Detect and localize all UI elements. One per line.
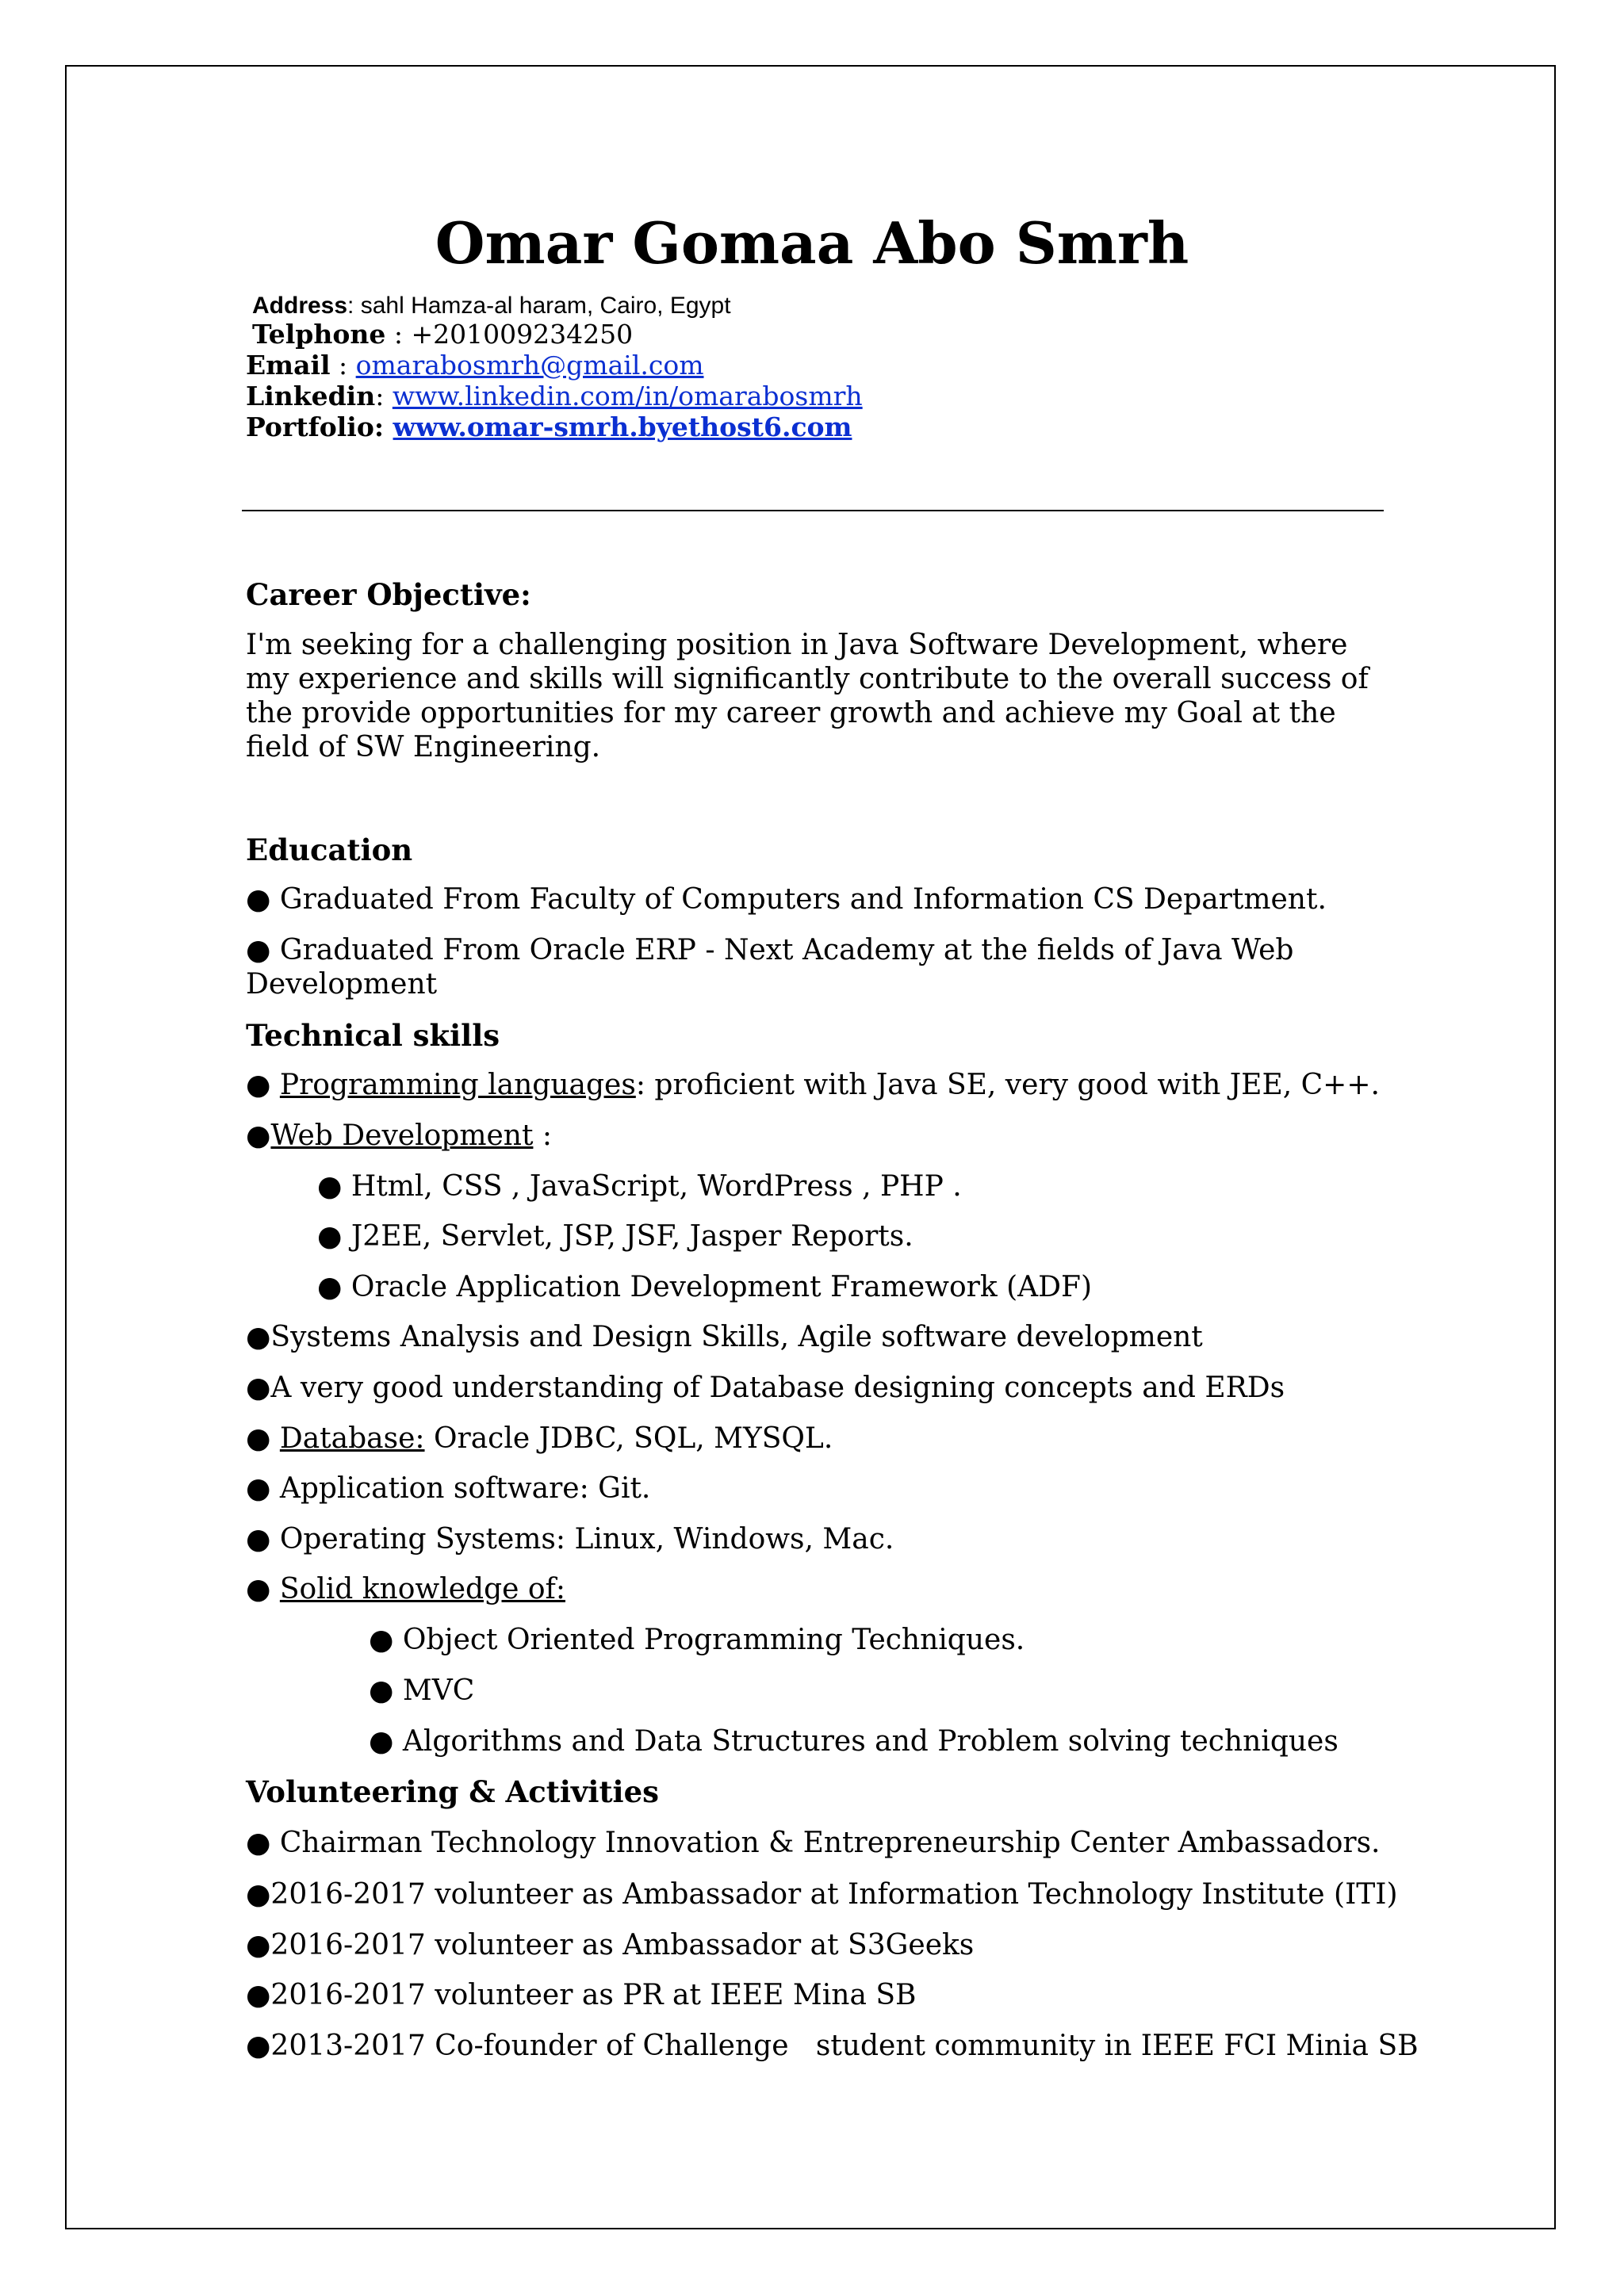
bullet: ● xyxy=(246,1069,280,1101)
skill-database-design: ●A very good understanding of Database designing concepts and ERDs xyxy=(246,1372,1285,1404)
bullet: ● xyxy=(246,1573,280,1605)
candidate-name: Omar Gomaa Abo Smrh xyxy=(435,209,1189,277)
portfolio-label: Portfolio: xyxy=(246,411,393,442)
volunteering-heading: Volunteering & Activities xyxy=(246,1774,659,1809)
bullet: ● xyxy=(246,1119,271,1152)
web-dev-item: ● Oracle Application Development Framework (ADF) xyxy=(317,1271,1093,1303)
solid-knowledge-item: ● Object Oriented Programming Techniques. xyxy=(369,1624,1025,1656)
skill-label: Programming languages xyxy=(279,1069,636,1101)
education-item-continued: Development xyxy=(246,968,438,1001)
address-label: Address xyxy=(252,293,348,319)
skill-application-software: ● Application software: Git. xyxy=(246,1472,651,1505)
portfolio-link[interactable]: www.omar-smrh.byethost6.com xyxy=(393,411,852,442)
skill-text: : proficient with Java SE, very good with JEE, C++. xyxy=(635,1069,1380,1101)
volunteering-item: ●2016-2017 volunteer as Ambassador at Information Technology Institute (ITI) xyxy=(246,1878,1398,1911)
linkedin-label: Linkedin xyxy=(246,381,376,411)
email-separator: : xyxy=(330,350,356,381)
skill-solid-knowledge xyxy=(246,1572,565,1607)
phone-value: : +201009234250 xyxy=(385,319,634,350)
bullet: ● xyxy=(246,1422,280,1455)
address-value: : sahl Hamza-al haram, Cairo, Egypt xyxy=(347,293,731,319)
skill-systems-analysis: ●Systems Analysis and Design Skills, Agile software development xyxy=(246,1321,1203,1353)
volunteering-item: ● Chairman Technology Innovation & Entrepreneurship Center Ambassadors. xyxy=(246,1827,1381,1859)
web-dev-item: ● J2EE, Servlet, JSP, JSF, Jasper Reports. xyxy=(317,1220,914,1253)
skill-database xyxy=(246,1422,833,1456)
linkedin-link[interactable]: www.linkedin.com/in/omarabosmrh xyxy=(392,381,863,411)
phone-label: Telphone xyxy=(252,319,386,350)
education-heading: Education xyxy=(246,832,413,867)
phone-line xyxy=(252,319,633,350)
address-line xyxy=(252,289,731,322)
education-item: ● Graduated From Faculty of Computers and Information CS Department. xyxy=(246,883,1327,916)
technical-skills-heading: Technical skills xyxy=(246,1018,500,1053)
volunteering-item: ●2013-2017 Co-founder of Challenge student community in IEEE FCI Minia SB xyxy=(246,2030,1419,2062)
career-objective-text: I'm seeking for a challenging position in Java Software Development, where my experience and skills will significantly contribute to the overall success of the provide opportunities for my career growth and achieve my Goal at the field of SW Engineering. xyxy=(246,629,1369,763)
skill-web-development xyxy=(246,1119,552,1154)
linkedin-line xyxy=(246,381,863,412)
skill-label: Solid knowledge of: xyxy=(279,1573,565,1605)
skill-text: Oracle JDBC, SQL, MYSQL. xyxy=(424,1422,833,1455)
volunteering-item: ●2016-2017 volunteer as Ambassador at S3Geeks xyxy=(246,1929,975,1961)
email-link[interactable]: omarabosmrh@gmail.com xyxy=(355,350,704,381)
skill-text: : xyxy=(533,1119,552,1152)
skill-operating-systems: ● Operating Systems: Linux, Windows, Mac. xyxy=(246,1523,894,1556)
career-objective-heading: Career Objective: xyxy=(246,577,531,612)
web-dev-item: ● Html, CSS , JavaScript, WordPress , PHP . xyxy=(317,1170,962,1203)
volunteering-item: ●2016-2017 volunteer as PR at IEEE Mina SB xyxy=(246,1979,917,2011)
solid-knowledge-item: ● MVC xyxy=(369,1674,475,1707)
header-divider xyxy=(242,510,1384,511)
education-item: ● Graduated From Oracle ERP - Next Academy at the fields of Java Web xyxy=(246,934,1294,966)
email-label: Email xyxy=(246,350,331,381)
skill-label: Web Development xyxy=(270,1119,534,1152)
skill-programming-languages xyxy=(246,1068,1380,1103)
portfolio-line xyxy=(246,411,852,443)
skill-label: Database: xyxy=(279,1422,425,1455)
linkedin-separator: : xyxy=(375,381,393,411)
solid-knowledge-item: ● Algorithms and Data Structures and Problem solving techniques xyxy=(369,1725,1339,1758)
email-line xyxy=(246,350,704,381)
